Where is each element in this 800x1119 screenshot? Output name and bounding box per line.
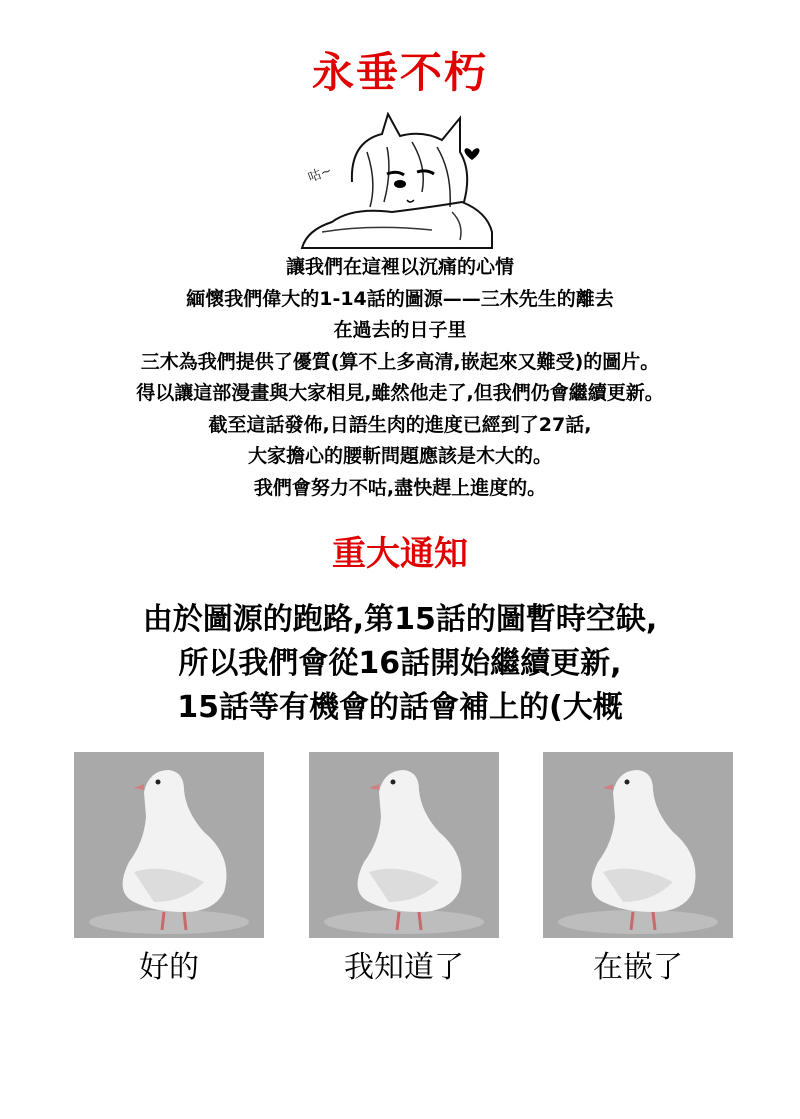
memorial-line: 緬懷我們偉大的1-14話的圖源——三木先生的離去 bbox=[186, 287, 614, 310]
pigeon-image-3 bbox=[543, 752, 733, 938]
pigeon-image-1 bbox=[74, 752, 264, 938]
notice-line: 所以我們會從16話開始繼續更新, bbox=[178, 646, 622, 681]
memorial-line: 我們會努力不咕,盡快趕上進度的。 bbox=[253, 476, 547, 499]
memorial-line: 截至這話發佈,日語生肉的進度已經到了27話, bbox=[208, 413, 592, 436]
cat-girl-sketch bbox=[292, 112, 498, 250]
notice-title: 重大通知 bbox=[332, 534, 468, 574]
pigeon-image-2 bbox=[309, 752, 499, 938]
memorial-line: 在過去的日子里 bbox=[333, 319, 467, 341]
memorial-line: 讓我們在這裡以沉痛的心情 bbox=[285, 256, 514, 278]
pigeon-caption-2: 我知道了 bbox=[344, 950, 464, 985]
notice-line: 由於圖源的跑路,第15話的圖暫時空缺, bbox=[142, 602, 658, 637]
memorial-line: 三木為我們提供了優質(算不上多高清,嵌起來又難受)的圖片。 bbox=[140, 350, 660, 373]
pigeon-caption-3: 在嵌了 bbox=[593, 950, 683, 985]
notice-text bbox=[0, 598, 800, 730]
sketch-text: 咕~ bbox=[306, 163, 334, 186]
memorial-line: 大家擔心的腰斬問題應該是木大的。 bbox=[247, 445, 552, 467]
memorial-text bbox=[0, 252, 800, 504]
memorial-line: 得以讓這部漫畫與大家相見,雖然他走了,但我們仍會繼續更新。 bbox=[136, 382, 664, 404]
notice-line: 15話等有機會的話會補上的(大概 bbox=[177, 690, 623, 725]
page-title: 永垂不朽 bbox=[311, 48, 488, 97]
pigeon-caption-1: 好的 bbox=[139, 950, 199, 985]
